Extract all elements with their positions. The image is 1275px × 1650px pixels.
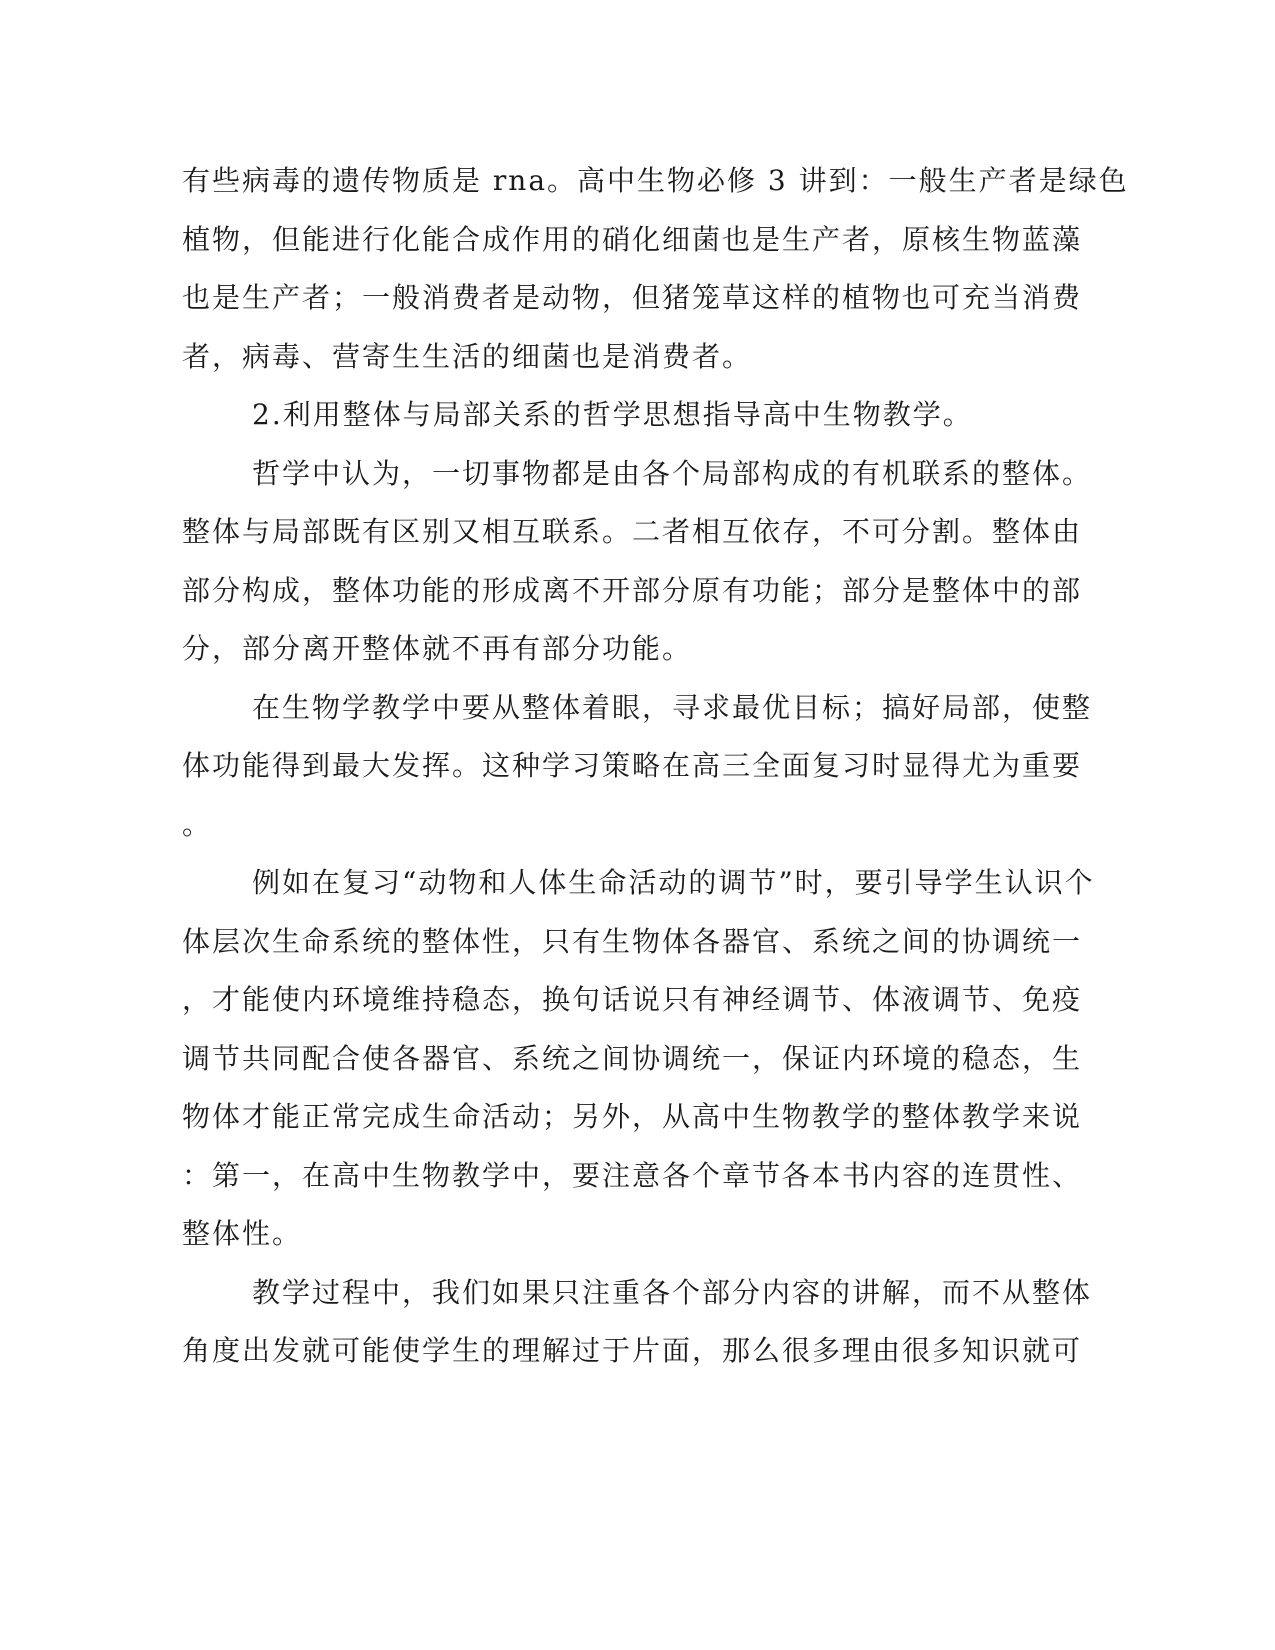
text-line: ，才能使内环境维持稳态，换句话说只有神经调节、体液调节、免疫 (182, 983, 1083, 1016)
body-text (182, 152, 1129, 1381)
text-line: 有些病毒的遗传物质是 rna。高中生物必修 3 讲到：一般生产者是绿色 (182, 164, 1129, 197)
text-line: 体功能得到最大发挥。这种学习策略在高三全面复习时显得尤为重要 (182, 749, 1083, 782)
text-line: 部分构成，整体功能的形成离不开部分原有功能；部分是整体中的部 (182, 573, 1083, 607)
text-line: 整体与局部既有区别又相互联系。二者相互依存，不可分割。整体由 (182, 515, 1083, 548)
text-line: ：第一，在高中生物教学中，要注意各个章节各本书内容的连贯性、 (182, 1158, 1083, 1192)
text-line: 体层次生命系统的整体性，只有生物体各器官、系统之间的协调统一 (182, 924, 1083, 958)
text-line: 分，部分离开整体就不再有部分功能。 (182, 632, 693, 665)
text-line: 整体性。 (182, 1217, 303, 1250)
text-line: 物体才能正常完成生命活动；另外，从高中生物教学的整体教学来说 (182, 1100, 1083, 1133)
text-line: 教学过程中，我们如果只注重各个部分内容的讲解，而不从整体 (252, 1275, 1093, 1309)
text-line: 调节共同配合使各器官、系统之间协调统一，保证内环境的稳态，生 (182, 1041, 1083, 1075)
text-line: 例如在复习“动物和人体生命活动的调节”时，要引导学生认识个 (252, 866, 1095, 899)
text-line: 也是生产者；一般消费者是动物，但猪笼草这样的植物也可充当消费 (182, 281, 1083, 314)
text-line: 角度出发就可能使学生的理解过于片面，那么很多理由很多知识就可 (182, 1334, 1083, 1367)
text-line: 。 (182, 807, 213, 841)
text-line: 哲学中认为，一切事物都是由各个局部构成的有机联系的整体。 (252, 456, 1093, 490)
text-line: 者，病毒、营寄生生活的细菌也是消费者。 (182, 339, 753, 373)
text-line: 在生物学教学中要从整体着眼，寻求最优目标；搞好局部，使整 (252, 690, 1093, 724)
section-heading: 2.利用整体与局部关系的哲学思想指导高中生物教学。 (252, 398, 973, 431)
text-line: 植物，但能进行化能合成作用的硝化细菌也是生产者，原核生物蓝藻 (182, 222, 1083, 256)
